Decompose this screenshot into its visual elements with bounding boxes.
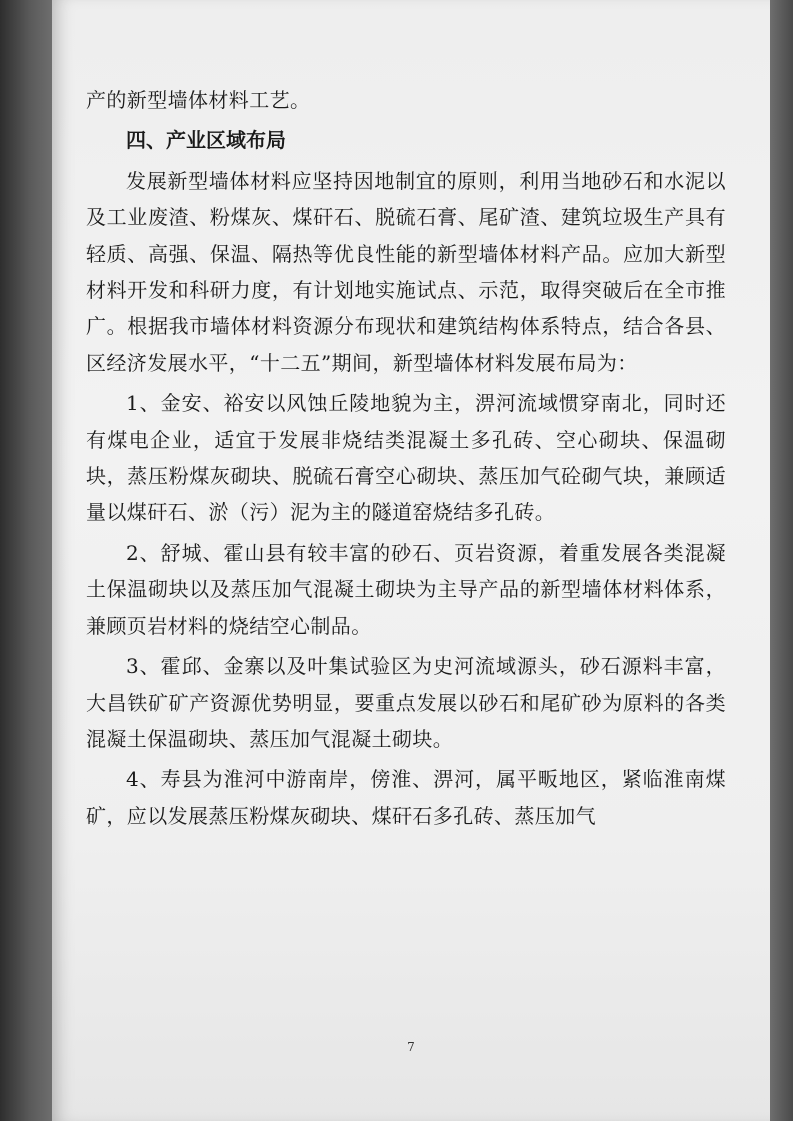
document-page	[52, 0, 770, 1121]
body-text	[86, 82, 726, 834]
paragraph-item-2: 2、舒城、霍山县有较丰富的砂石、页岩资源，着重发展各类混凝土保温砌块以及蒸压加气混凝土砌块为主导产品的新型墙体材料体系，兼顾页岩材料的烧结空心制品。	[86, 540, 726, 638]
paragraph-intro: 发展新型墙体材料应坚持因地制宜的原则，利用当地砂石和水泥以及工业废渣、粉煤灰、煤矸石、脱硫石膏、尾矿渣、建筑垃圾生产具有轻质、高强、保温、隔热等优良性能的新型墙体材料产品。应加大新型材料开发和科研力度，有计划地实施试点、示范，取得突破后在全市推广。根据我市墙体材料资源分布现状和建筑结构体系特点，结合各县、区经济发展水平，“十二五”期间，新型墙体材料发展布局为：	[86, 168, 726, 375]
paragraph-item-3: 3、霍邱、金寨以及叶集试验区为史河流域源头，砂石源料丰富，大昌铁矿矿产资源优势明显，要重点发展以砂石和尾矿砂为原料的各类混凝土保温砌块、蒸压加气混凝土砌块。	[86, 654, 726, 751]
page-number: 7	[407, 1040, 415, 1054]
paragraph-item-4: 4、寿县为淮河中游南岸，傍淮、淠河，属平畈地区，紧临淮南煤矿，应以发展蒸压粉煤灰砌块、煤矸石多孔砖、蒸压加气	[86, 767, 726, 828]
section-heading: 四、产业区域布局	[126, 128, 286, 153]
continuation-line: 产的新型墙体材料工艺。	[86, 88, 311, 112]
paragraph-item-1: 1、金安、裕安以风蚀丘陵地貌为主，淠河流域惯穿南北，同时还有煤电企业，适宜于发展非烧结类混凝土多孔砖、空心砌块、保温砌块，蒸压粉煤灰砌块、脱硫石膏空心砌块、蒸压加气砼砌气块，兼顾适量以煤矸石、淤（污）泥为主的隧道窑烧结多孔砖。	[86, 391, 726, 525]
